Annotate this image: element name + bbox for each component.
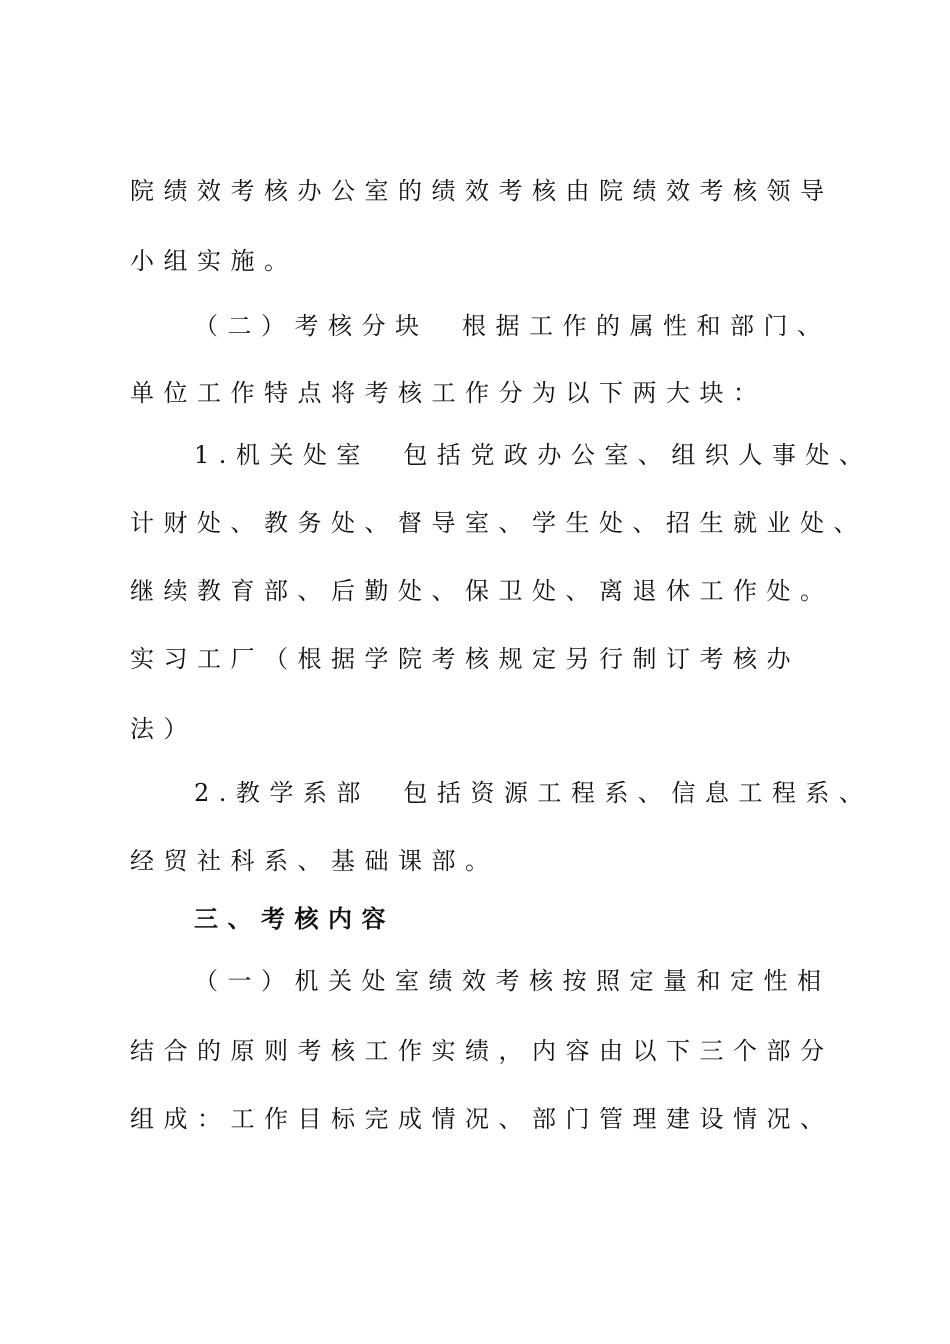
text-line: 计财处、教务处、督导室、学生处、招生就业处、 <box>130 509 867 537</box>
text-line: 经贸社科系、基础课部。 <box>130 847 499 875</box>
text-line: 结合的原则考核工作实绩，内容由以下三个部分 <box>130 1037 834 1065</box>
text-line: 单位工作特点将考核工作分为以下两大块： <box>130 379 767 407</box>
section-heading-1: （一）机关处室绩效考核按照定量和定性相 <box>194 967 831 995</box>
text-line: 组成：工作目标完成情况、部门管理建设情况、 <box>130 1105 834 1133</box>
text-line: 小组实施。 <box>130 247 298 275</box>
text-line: 院绩效考核办公室的绩效考核由院绩效考核领导 <box>130 177 834 205</box>
text-line: 继续教育部、后勤处、保卫处、离退休工作处。 <box>130 577 834 605</box>
section-heading-3: 三、考核内容 <box>194 904 395 933</box>
list-item-1: 1.机关处室 包括党政办公室、组织人事处、 <box>194 441 873 469</box>
section-heading-2: （二）考核分块 根据工作的属性和部门、 <box>194 312 831 340</box>
list-item-2: 2.教学系部 包括资源工程系、信息工程系、 <box>194 779 873 807</box>
text-line: 实习工厂（根据学院考核规定另行制订考核办 <box>130 645 800 673</box>
text-line: 法） <box>130 715 197 743</box>
